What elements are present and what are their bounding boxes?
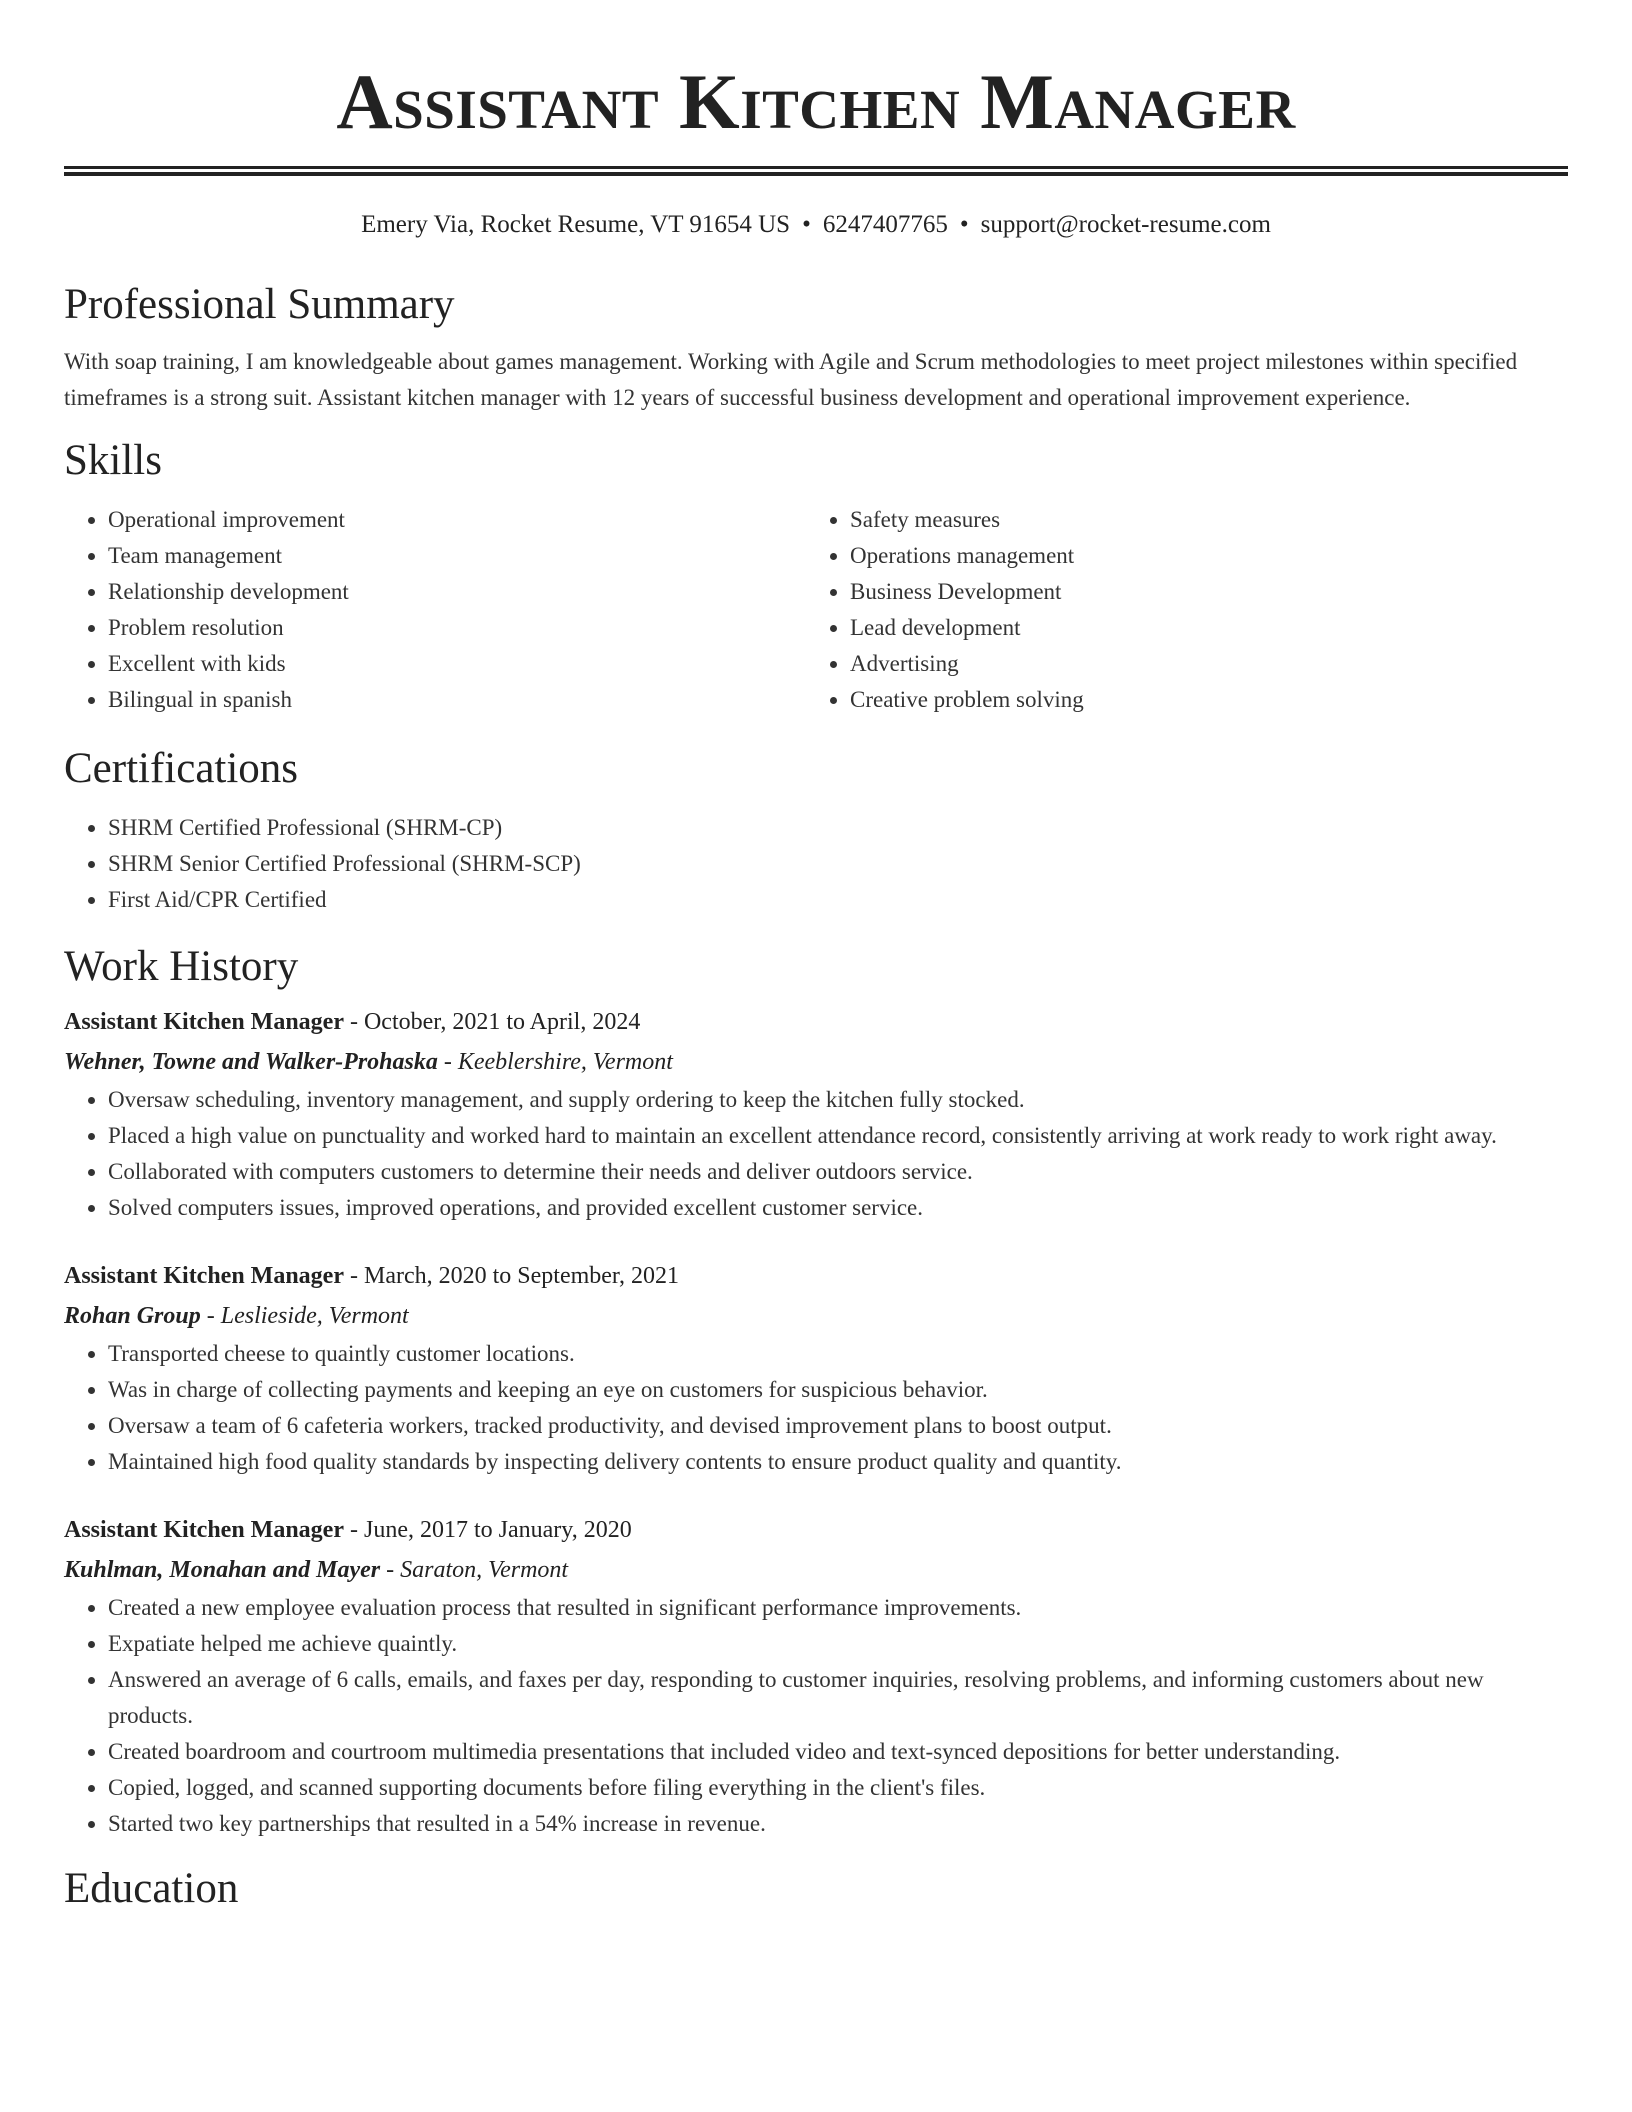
- job-location: - Leslieside, Vermont: [200, 1303, 409, 1329]
- job-role: Assistant Kitchen Manager: [64, 1517, 344, 1543]
- job-company: Rohan Group: [64, 1303, 201, 1329]
- job-company-line: [64, 1550, 1568, 1590]
- certification-item: • First Aid/CPR Certified: [108, 882, 1568, 918]
- skill-item: • Bilingual in spanish: [108, 682, 806, 718]
- skill-item: • Excellent with kids: [108, 646, 806, 682]
- skill-item: • Creative problem solving: [850, 682, 1548, 718]
- job-dates: - June, 2017 to January, 2020: [343, 1517, 632, 1543]
- job-bullet: • Oversaw a team of 6 cafeteria workers, tracked productivity, and devised improvement plans to boost output.: [108, 1408, 1568, 1444]
- skill-item: • Operations management: [850, 538, 1548, 574]
- job-location: - Saraton, Vermont: [380, 1557, 569, 1583]
- section-heading-summary: Professional Summary: [64, 281, 455, 328]
- certifications-list: [64, 810, 1568, 918]
- job-bullet: • Created a new employee evaluation process that resulted in significant performance improvements.: [108, 1590, 1568, 1626]
- job-bullet: • Copied, logged, and scanned supporting documents before filing everything in the client's files.: [108, 1770, 1568, 1806]
- job-bullet: • Solved computers issues, improved operations, and provided excellent customer service.: [108, 1190, 1568, 1226]
- skills-column-left: [64, 502, 806, 718]
- job-company: Wehner, Towne and Walker-Prohaska: [64, 1049, 438, 1075]
- certification-item: • SHRM Certified Professional (SHRM-CP): [108, 810, 1568, 846]
- job-role: Assistant Kitchen Manager: [64, 1263, 344, 1289]
- job-dates: - March, 2020 to September, 2021: [343, 1263, 679, 1289]
- section-heading-work-history: Work History: [64, 943, 299, 990]
- skill-item: • Operational improvement: [108, 502, 806, 538]
- job-bullet: • Collaborated with computers customers to determine their needs and deliver outdoors service.: [108, 1154, 1568, 1190]
- section-heading-certifications: Certifications: [64, 745, 299, 792]
- resume-page: [64, 0, 1568, 1914]
- contact-separator: •: [959, 211, 969, 238]
- contact-phone: 6247407765: [822, 211, 948, 238]
- job-role: Assistant Kitchen Manager: [64, 1009, 344, 1035]
- job-entry: [64, 1510, 1568, 1842]
- job-title-line: [64, 1256, 1568, 1296]
- job-entry: [64, 1002, 1568, 1226]
- job-bullet: • Started two key partnerships that resulted in a 54% increase in revenue.: [108, 1806, 1568, 1842]
- certification-item: • SHRM Senior Certified Professional (SHRM-SCP): [108, 846, 1568, 882]
- resume-title: Assistant Kitchen Manager: [336, 58, 1296, 145]
- summary-text: With soap training, I am knowledgeable about games management. Working with Agile and Scrum methodologies to meet project milestones within specified timeframes is a strong suit. Assistant kitchen manager with 12 years of successful business development and operational improvement experience.: [64, 349, 1518, 410]
- skill-item: • Team management: [108, 538, 806, 574]
- skill-item: • Safety measures: [850, 502, 1548, 538]
- section-heading-education: Education: [64, 1865, 239, 1912]
- job-entry: [64, 1256, 1568, 1480]
- job-title-line: [64, 1510, 1568, 1550]
- job-bullet: • Placed a high value on punctuality and worked hard to maintain an excellent attendance record, consistently arriving at work ready to work right away.: [108, 1118, 1568, 1154]
- job-bullets: [64, 1336, 1568, 1480]
- job-company: Kuhlman, Monahan and Mayer: [64, 1557, 381, 1583]
- job-title-line: [64, 1002, 1568, 1042]
- contact-email: support@rocket-resume.com: [980, 211, 1271, 238]
- skill-item: • Business Development: [850, 574, 1548, 610]
- job-bullet: • Answered an average of 6 calls, emails, and faxes per day, responding to customer inquiries, resolving problems, and informing customers about new products.: [108, 1662, 1568, 1734]
- job-location: - Keeblershire, Vermont: [437, 1049, 673, 1075]
- job-dates: - October, 2021 to April, 2024: [343, 1009, 641, 1035]
- skill-item: • Lead development: [850, 610, 1548, 646]
- skill-item: • Relationship development: [108, 574, 806, 610]
- title-divider: [64, 166, 1568, 176]
- skills-list: [64, 502, 1568, 718]
- job-bullet: • Oversaw scheduling, inventory management, and supply ordering to keep the kitchen fully stocked.: [108, 1082, 1568, 1118]
- contact-address: Emery Via, Rocket Resume, VT 91654 US: [361, 211, 791, 238]
- job-bullets: [64, 1082, 1568, 1226]
- job-company-line: [64, 1296, 1568, 1336]
- job-bullet: • Was in charge of collecting payments and keeping an eye on customers for suspicious behavior.: [108, 1372, 1568, 1408]
- section-heading-skills: Skills: [64, 437, 162, 484]
- skill-item: • Problem resolution: [108, 610, 806, 646]
- contact-line: [64, 210, 1568, 240]
- job-bullet: • Maintained high food quality standards by inspecting delivery contents to ensure product quality and quantity.: [108, 1444, 1568, 1480]
- job-bullet: • Created boardroom and courtroom multimedia presentations that included video and text-synced depositions for better understanding.: [108, 1734, 1568, 1770]
- skills-column-right: [806, 502, 1548, 718]
- job-bullet: • Transported cheese to quaintly customer locations.: [108, 1336, 1568, 1372]
- skill-item: • Advertising: [850, 646, 1548, 682]
- job-company-line: [64, 1042, 1568, 1082]
- job-bullet: • Expatiate helped me achieve quaintly.: [108, 1626, 1568, 1662]
- job-bullets: [64, 1590, 1568, 1842]
- contact-separator: •: [802, 211, 811, 238]
